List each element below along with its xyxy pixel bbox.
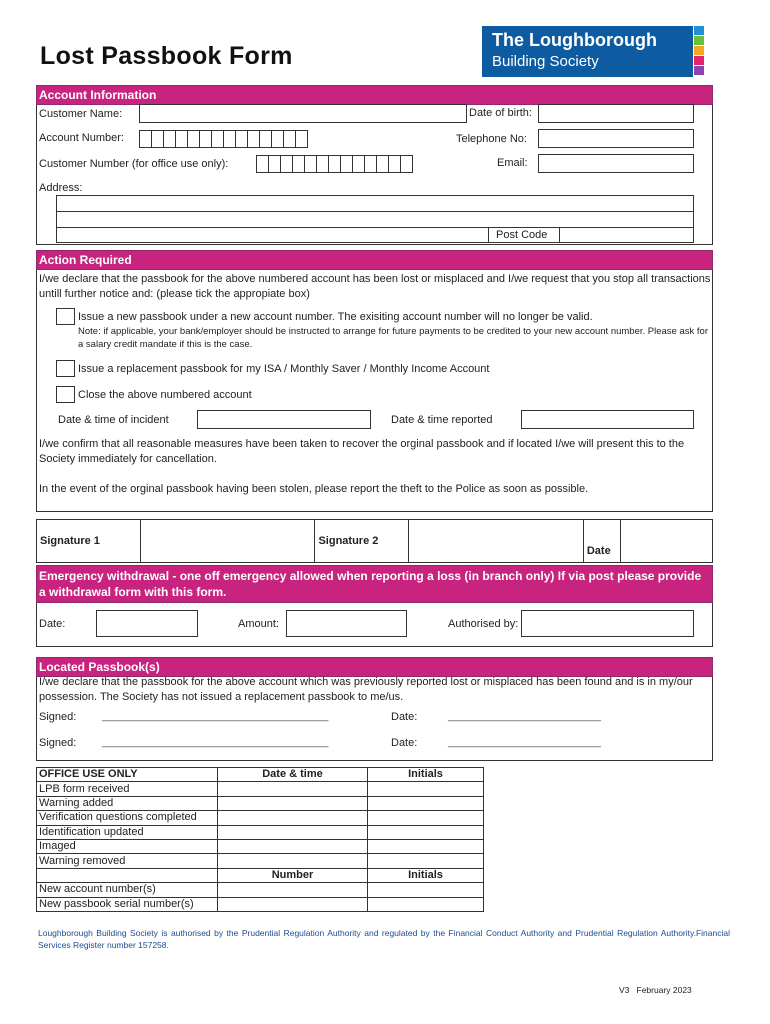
footer-disclaimer: Loughborough Building Society is authorised by the Prudential Regulation Authority and regulated by the Financial Conduct Authority and Prudential Regulation Authority.Financial Services Register number 157258. [38, 928, 730, 950]
office-cell[interactable] [218, 825, 368, 839]
office-use-table [36, 767, 484, 912]
office-cell[interactable] [368, 854, 484, 868]
located-date-line-1[interactable]: _________________________ [448, 710, 601, 722]
office-cell[interactable] [368, 782, 484, 796]
page-title: Lost Passbook Form [40, 42, 293, 70]
action-header: Action Required [36, 250, 713, 270]
address-line-3[interactable] [56, 227, 694, 243]
located-date-label-2: Date: [391, 737, 418, 749]
opt1-note: Note: if applicable, your bank/employer should be instructed to arrange for future payments to be credited to your new account number. Please ask for a salary credit mandate if this is the case. [78, 326, 708, 350]
located-header: Located Passbook(s) [36, 657, 713, 677]
amount-label: Amount: [238, 618, 279, 630]
office-col-initials-2: Initials [368, 868, 484, 882]
located-signed-label-1: Signed: [39, 711, 77, 723]
located-date-label-1: Date: [391, 711, 418, 723]
emergency-header: Emergency withdrawal - one off emergency allowed when reporting a loss (in branch only) If via post please provide a withdrawal form with this form. [36, 565, 713, 603]
confirm-text: I/we confirm that all reasonable measures have been taken to recover the orginal passbook and if located I/we will present this to the Society immediately for cancellation. [39, 438, 685, 465]
action-intro: I/we declare that the passbook for the above numbered account has been lost or misplaced and I/we request that you stop all transactions untill further notice and: (please tick the appropiate box) [39, 273, 711, 300]
office-row-label: Verification questions completed [37, 811, 218, 825]
email-field[interactable] [538, 154, 694, 173]
version-number: V3 [619, 985, 630, 995]
incident-label: Date & time of incident [58, 414, 169, 426]
emergency-date-label: Date: [39, 618, 66, 630]
office-row-label: New passbook serial number(s) [37, 897, 218, 911]
office-cell[interactable] [368, 883, 484, 897]
sig-date-field[interactable] [621, 520, 713, 563]
authorised-label: Authorised by: [448, 618, 519, 630]
office-cell[interactable] [218, 854, 368, 868]
office-cell[interactable] [218, 782, 368, 796]
logo-stripes [694, 26, 704, 77]
reported-field[interactable] [521, 410, 694, 429]
logo-stripe [694, 56, 704, 65]
dob-field[interactable] [538, 104, 694, 123]
located-sign-line-1[interactable]: _____________________________________ [102, 710, 329, 722]
sig2-field[interactable] [409, 520, 584, 563]
office-col-number: Number [218, 868, 368, 882]
customer-name-field[interactable] [139, 104, 467, 123]
office-cell[interactable] [218, 897, 368, 911]
logo-line2: Building Society [492, 53, 599, 70]
logo-stripe [694, 26, 704, 35]
customer-number-label: Customer Number (for office use only): [39, 158, 229, 170]
incident-field[interactable] [197, 410, 371, 429]
dob-label: Date of birth: [469, 107, 532, 119]
logo-line1: The Loughborough [492, 30, 657, 50]
reported-label: Date & time reported [391, 414, 493, 426]
located-text: I/we declare that the passbook for the above account which was previously reported lost or misplaced has been found and is in my/our possession. The Society has not issued a replacement passbook to me/us. [39, 676, 693, 703]
office-cell[interactable] [218, 839, 368, 853]
account-header: Account Information [36, 85, 713, 105]
opt3-checkbox[interactable] [56, 386, 75, 403]
office-cell[interactable] [368, 811, 484, 825]
customer-number-cells[interactable] [256, 155, 412, 173]
version-date: February 2023 [636, 985, 692, 995]
located-signed-label-2: Signed: [39, 737, 77, 749]
account-number-label: Account Number: [39, 132, 124, 144]
office-header: OFFICE USE ONLY [37, 768, 218, 782]
post-code-label: Post Code [496, 229, 548, 241]
office-row-label: LPB form received [37, 782, 218, 796]
office-cell[interactable] [218, 796, 368, 810]
opt2-label: Issue a replacement passbook for my ISA / Monthly Saver / Monthly Income Account [78, 363, 490, 375]
sig1-field[interactable] [140, 520, 315, 563]
office-row-label: New account number(s) [37, 883, 218, 897]
office-cell[interactable] [218, 811, 368, 825]
opt3-label: Close the above numbered account [78, 389, 252, 401]
account-number-cells[interactable] [139, 130, 307, 148]
office-col-date: Date & time [218, 768, 368, 782]
office-row-label: Identification updated [37, 825, 218, 839]
office-col-initials: Initials [368, 768, 484, 782]
logo-box [482, 26, 693, 77]
office-cell[interactable] [218, 883, 368, 897]
amount-field[interactable] [286, 610, 407, 637]
sig-date-label: Date [583, 520, 620, 563]
telephone-field[interactable] [538, 129, 694, 148]
logo [482, 26, 722, 78]
address-label: Address: [39, 182, 83, 194]
telephone-label: Telephone No: [456, 133, 527, 145]
office-cell[interactable] [368, 825, 484, 839]
opt1-checkbox[interactable] [56, 308, 75, 325]
sig2-label: Signature 2 [315, 520, 409, 563]
logo-stripe [694, 36, 704, 45]
office-cell[interactable] [368, 796, 484, 810]
office-row-label: Warning removed [37, 854, 218, 868]
address-line-2[interactable] [56, 211, 694, 228]
logo-stripe [694, 46, 704, 55]
address-line-1[interactable] [56, 195, 694, 212]
customer-name-label: Customer Name: [39, 108, 123, 120]
stolen-text: In the event of the orginal passbook having been stolen, please report the theft to the Police as soon as possible. [39, 483, 589, 495]
logo-stripe [694, 66, 704, 75]
located-sign-line-2[interactable]: _____________________________________ [102, 736, 329, 748]
email-label: Email: [497, 157, 528, 169]
opt2-checkbox[interactable] [56, 360, 75, 377]
located-date-line-2[interactable]: _________________________ [448, 736, 601, 748]
office-cell[interactable] [368, 897, 484, 911]
signature-table [36, 519, 713, 563]
opt1-label: Issue a new passbook under a new account number. The exisiting account number will no longer be valid. [78, 311, 593, 323]
version-info [619, 985, 692, 995]
office-row-label: Warning added [37, 796, 218, 810]
authorised-field[interactable] [521, 610, 694, 637]
office-cell [37, 868, 218, 882]
office-cell[interactable] [368, 839, 484, 853]
emergency-date-field[interactable] [96, 610, 198, 637]
office-row-label: Imaged [37, 839, 218, 853]
sig1-label: Signature 1 [37, 520, 141, 563]
post-code-label-box [488, 227, 560, 243]
